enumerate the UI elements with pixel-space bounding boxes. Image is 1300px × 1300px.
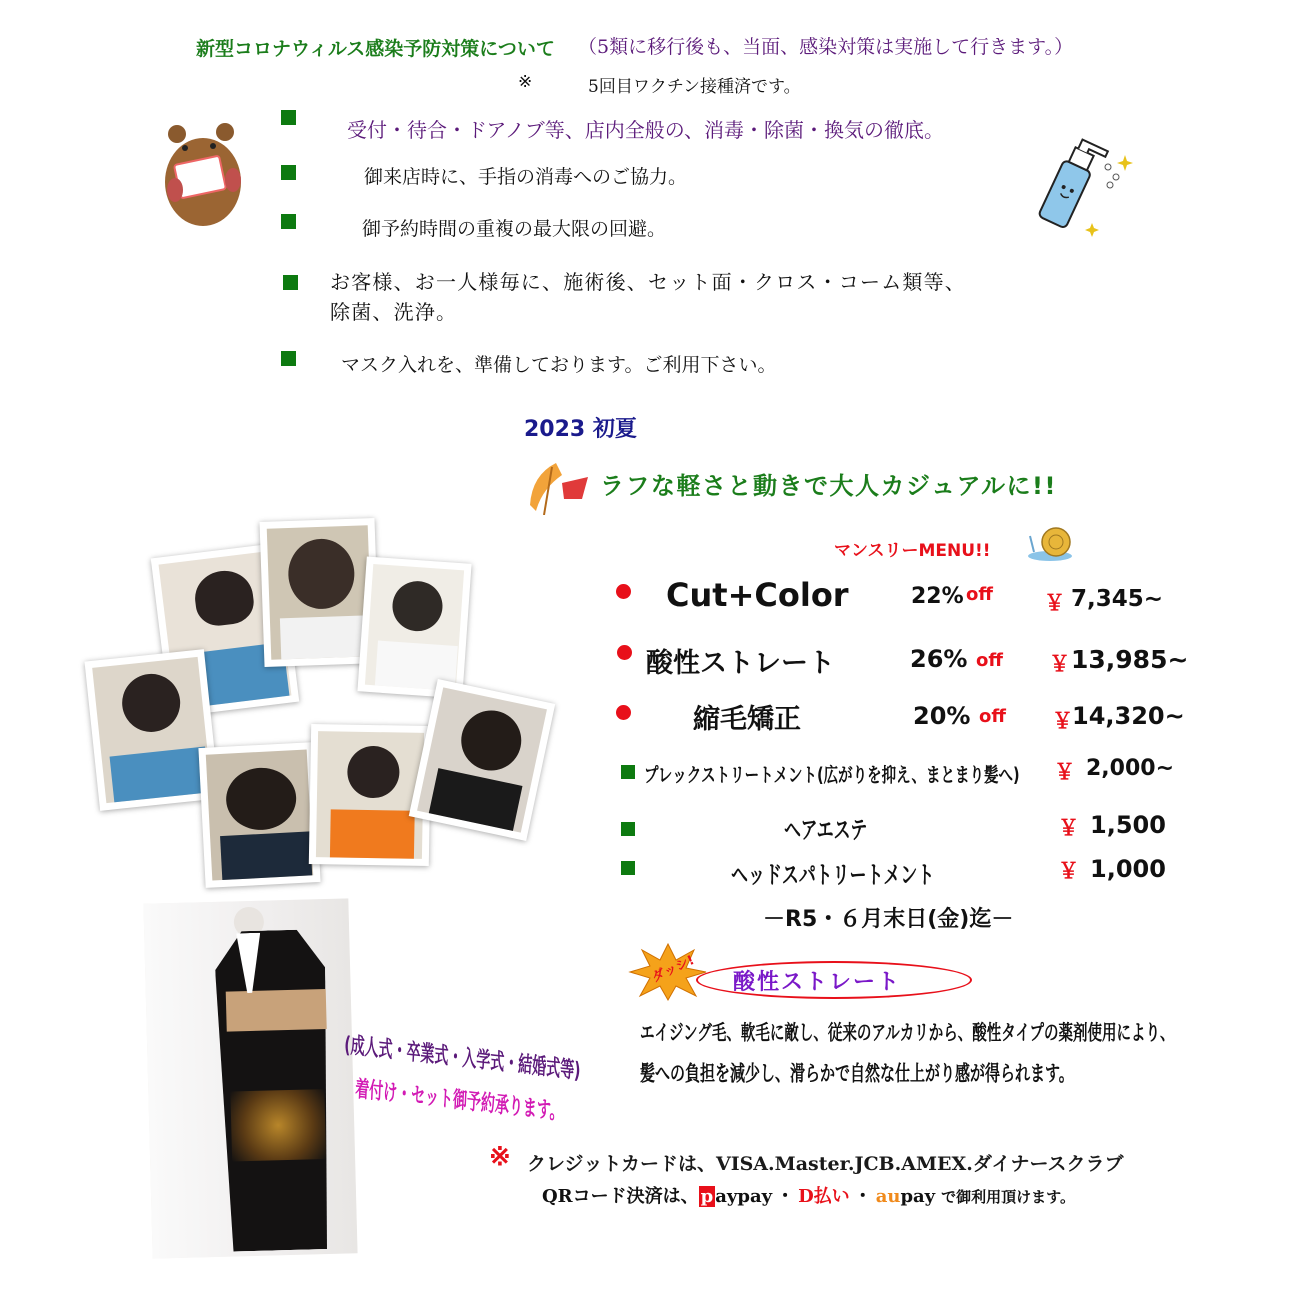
menu-item-pct: 22%	[911, 584, 964, 609]
sub-item-name: プレックストリートメント(広がりを抑え、まとまり髪へ)	[644, 765, 1020, 787]
menu-item-yen: ￥	[1049, 652, 1070, 676]
notice-item: 受付・待合・ドアノブ等、店内全般の、消毒・除菌・換気の徹底。	[347, 118, 944, 142]
menu-item-price: 13,985~	[1071, 645, 1189, 674]
qr-sep: ・	[853, 1186, 872, 1207]
hair-photo	[198, 742, 320, 888]
acid-desc-line2: 髪への負担を減少し、滑らかで自然な仕上がり感が得られます。	[640, 1060, 1074, 1086]
bear-mascot-icon	[155, 120, 250, 230]
payment-mark: ※	[489, 1142, 511, 1172]
kimono-photo	[143, 898, 357, 1258]
notice-item: 除菌、洗浄。	[330, 300, 458, 324]
monthly-menu-title: マンスリーMENU!!	[834, 541, 991, 561]
qr-prefix: QRコード決済は、	[542, 1186, 699, 1207]
menu-item-yen: ￥	[1044, 591, 1065, 615]
bullet-dot	[617, 645, 632, 660]
menu-item-pct: 26%	[910, 645, 968, 673]
campaign-period: －R5・６月末日(金)迄－	[763, 907, 1014, 932]
payment-cards: クレジットカードは、VISA.Master.JCB.AMEX.ダイナースクラブ	[527, 1153, 1124, 1175]
bullet-square	[281, 110, 296, 125]
sub-item-yen: ￥	[1054, 760, 1075, 784]
notice-title: 新型コロナウィルス感染予防対策について	[196, 38, 555, 60]
sub-item-price: 2,000~	[1086, 756, 1175, 781]
notice-item: 御予約時間の重複の最大限の回避。	[362, 218, 667, 240]
menu-item-price: 7,345~	[1071, 586, 1164, 612]
hair-photo	[357, 557, 471, 699]
bullet-square	[621, 822, 635, 836]
dbarai: D払い	[798, 1186, 850, 1207]
sub-item-price: 1,000	[1090, 855, 1166, 883]
menu-item-off: off	[979, 706, 1006, 727]
kimono-booking: 着付け・セット御予約承ります。	[354, 1076, 565, 1126]
umbrella-icon	[522, 455, 594, 517]
menu-item-off: off	[976, 650, 1003, 671]
notice-title-note: （5類に移行後も、当面、感染対策は実施して行きます。）	[578, 36, 1074, 58]
acid-title: 酸性ストレート	[733, 970, 902, 995]
menu-item-name: Cut+Color	[666, 576, 849, 614]
bullet-square	[281, 351, 296, 366]
sub-item-name: ヘアエステ	[784, 817, 868, 845]
qr-suffix: で御利用頂けます。	[941, 1188, 1075, 1206]
snail-icon	[1026, 522, 1078, 562]
dash-badge: ダッシ!	[649, 953, 697, 986]
paypay-p: p	[700, 1186, 714, 1207]
bullet-square	[621, 861, 635, 875]
bullet-square	[621, 765, 635, 779]
menu-item-name: 縮毛矯正	[693, 704, 801, 735]
qr-sep: ・	[776, 1186, 795, 1207]
spray-bottle-icon	[1030, 135, 1140, 240]
kimono-events: (成人式・卒業式・入学式・結婚式等)	[343, 1032, 582, 1085]
sub-item-name: ヘッドスパトリートメント	[731, 862, 935, 890]
bullet-square	[281, 165, 296, 180]
hair-photo	[409, 679, 555, 841]
bullet-square	[281, 214, 296, 229]
season-headline: ラフな軽さと動きで大人カジュアルに!!	[600, 472, 1057, 500]
aupay-rest: pay	[900, 1186, 936, 1207]
menu-item-off: off	[966, 584, 993, 605]
notice-item: 御来店時に、手指の消毒へのご協力。	[364, 166, 688, 188]
sub-item-yen: ￥	[1058, 859, 1079, 883]
notice-item: お客様、お一人様毎に、施術後、セット面・クロス・コーム類等、	[330, 270, 966, 294]
sub-item-yen: ￥	[1058, 816, 1079, 840]
bullet-dot	[616, 584, 631, 599]
acid-desc-line1: エイジング毛、軟毛に敵し、従来のアルカリから、酸性タイプの薬剤使用により、	[640, 1022, 1175, 1045]
hair-photo-collage	[72, 515, 562, 895]
hair-photo	[84, 649, 219, 811]
menu-item-price: 14,320~	[1072, 702, 1185, 730]
notice-item: マスク入れを、準備しております。ご利用下さい。	[341, 354, 777, 376]
au-label: au	[875, 1186, 901, 1207]
bullet-dot	[616, 705, 631, 720]
vaccine-text: 5回目ワクチン接種済です。	[588, 77, 801, 97]
vaccine-mark: ※	[518, 72, 533, 92]
sub-item-price: 1,500	[1090, 811, 1166, 839]
paypay-rest: aypay	[715, 1186, 773, 1207]
bullet-square	[283, 275, 298, 290]
menu-item-pct: 20%	[913, 702, 971, 730]
payment-qr-line	[542, 1182, 1075, 1208]
menu-item-yen: ￥	[1052, 709, 1073, 733]
season-label: 2023 初夏	[524, 417, 637, 442]
menu-item-name: 酸性ストレート	[646, 648, 835, 679]
